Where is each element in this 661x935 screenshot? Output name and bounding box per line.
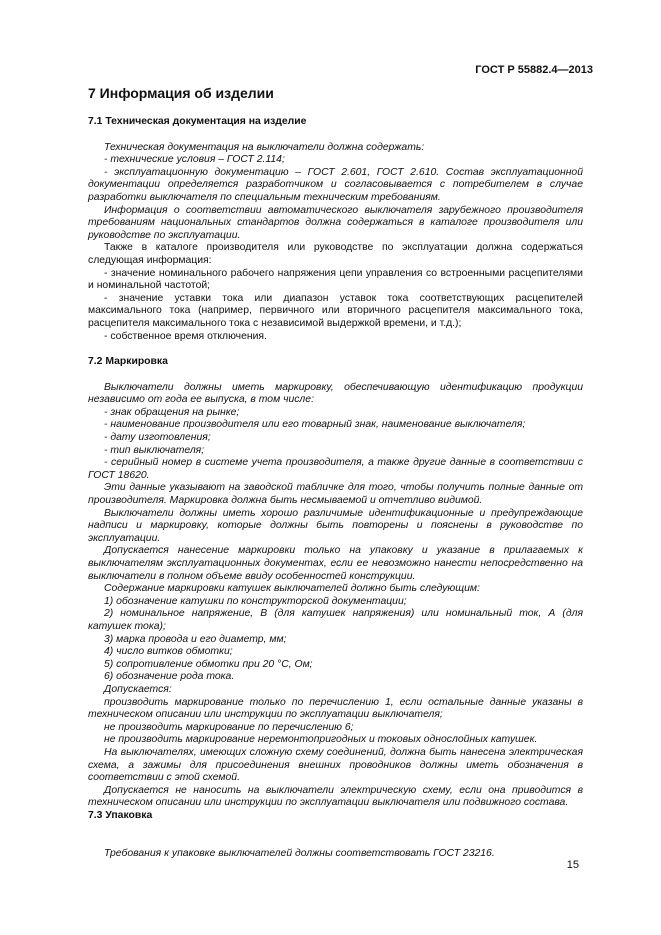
paragraph: Выключатели должны иметь маркировку, обеспечивающую идентификацию продукции независимо от года ее выпуска, в том числе: [88,381,583,406]
paragraph: Содержание маркировки катушек выключателей должно быть следующим: [104,583,480,595]
subsection-title-7-2: 7.2 Маркировка [88,356,168,368]
paragraph: - наименование производителя или его товарный знак, наименование выключателя; [104,419,526,431]
paragraph: - эксплуатационную документацию – ГОСТ 2.601, ГОСТ 2.610. Состав эксплуатационной документации определяется разработчиком и согласовывается с потребителем в случае разработки выключателя по специальным техническим требованиям. [88,166,583,203]
paragraph: - значение уставки тока или диапазон уставок тока соответствующих расцепителей максимального тока (например, первичного или вторичного расцепителя максимального тока, расцепителя максимального тока с независимой выдержкой времени, и т.д.); [88,292,583,329]
paragraph: Техническая документация на выключатели должна содержать: [104,141,425,153]
paragraph: 4) число витков обмотки; [104,646,233,658]
subsection-title-7-3: 7.3 Упаковка [88,809,153,821]
subsection-title-7-1: 7.1 Техническая документация на изделие [88,116,307,127]
paragraph: 5) сопротивление обмотки при 20 °С, Ом; [104,658,313,670]
paragraph: - значение номинального рабочего напряжения цепи управления со встроенными расцепителями и номинальной частотой; [88,267,583,292]
page-number: 15 [566,859,579,871]
document-body [88,84,583,874]
paragraph: 2) номинальное напряжение, В (для катушек напряжения) или номинальный ток, А (для катушек тока); [88,608,583,632]
paragraph: Допускается: [104,683,172,695]
subsection-body-7-1 [88,142,583,344]
section-title: 7 Информация об изделии [88,85,274,101]
paragraph: Допускается нанесение маркировки только на упаковку и указание в прилагаемых к выключателям эксплуатационных документах, если ее невозможно нанести непосредственно на выключатели в полном объеме ввиду особенностей конструкции. [88,545,583,582]
paragraph: На выключателях, имеющих сложную схему соединений, должна быть нанесена электрическая схема, а зажимы для присоединения внешних проводников должны иметь обозначения в соответствии с этой схемой. [88,746,583,784]
paragraph: Также в каталоге производителя или руководстве по эксплуатации должна содержаться следующая информация: [88,242,583,266]
paragraph: Эти данные указывают на заводской табличке для того, чтобы получить полные данные от производителя. Маркировка должна быть несмываемой и отчетливо видимой. [88,482,583,507]
paragraph: - дату изготовления; [104,432,211,444]
paragraph: не производить маркирование по перечислению 6; [104,721,354,733]
paragraph: 1) обозначение катушки по конструкторской документации; [104,595,407,607]
paragraph: - технические условия – ГОСТ 2.114; [104,154,285,166]
paragraph: - тип выключателя; [104,444,205,456]
paragraph: Информация о соответствии автоматического выключателя зарубежного производителя требованиям национальных стандартов должна содержаться в каталоге производителя или руководстве по эксплуатации. [88,204,583,241]
paragraph: - собственное время отключения. [104,330,267,342]
standard-number: ГОСТ Р 55882.4—2013 [475,64,593,76]
paragraph: производить маркирование только по перечислению 1, если остальные данные указаны в техническом описании или инструкции по эксплуатации выключателя; [88,696,583,721]
paragraph: - знак обращения на рынке; [104,406,240,418]
paragraph: Выключатели должны иметь хорошо различимые идентификационные и предупреждающие надписи и маркировку, которые должны быть повторены и пояснены в руководстве по эксплуатации. [88,507,583,544]
paragraph: Требования к упаковке выключателей должны соответствовать ГОСТ 23216. [104,848,495,860]
subsection-body-7-3 [88,848,583,861]
paragraph: 6) обозначение рода тока. [104,671,235,683]
paragraph: не производить маркирование неремонтопригодных и токовых однослойных катушек. [104,734,538,746]
paragraph: - серийный номер в системе учета производителя, а также другие данные в соответствии с ГОСТ 18620. [88,457,583,481]
paragraph: 3) марка провода и его диаметр, мм; [104,633,287,645]
paragraph: Допускается не наносить на выключатели электрическую схему, если она приводится в техническом описании или инструкции по эксплуатации выключателя или подвижного состава. [88,784,583,809]
subsection-body-7-2 [88,382,583,810]
